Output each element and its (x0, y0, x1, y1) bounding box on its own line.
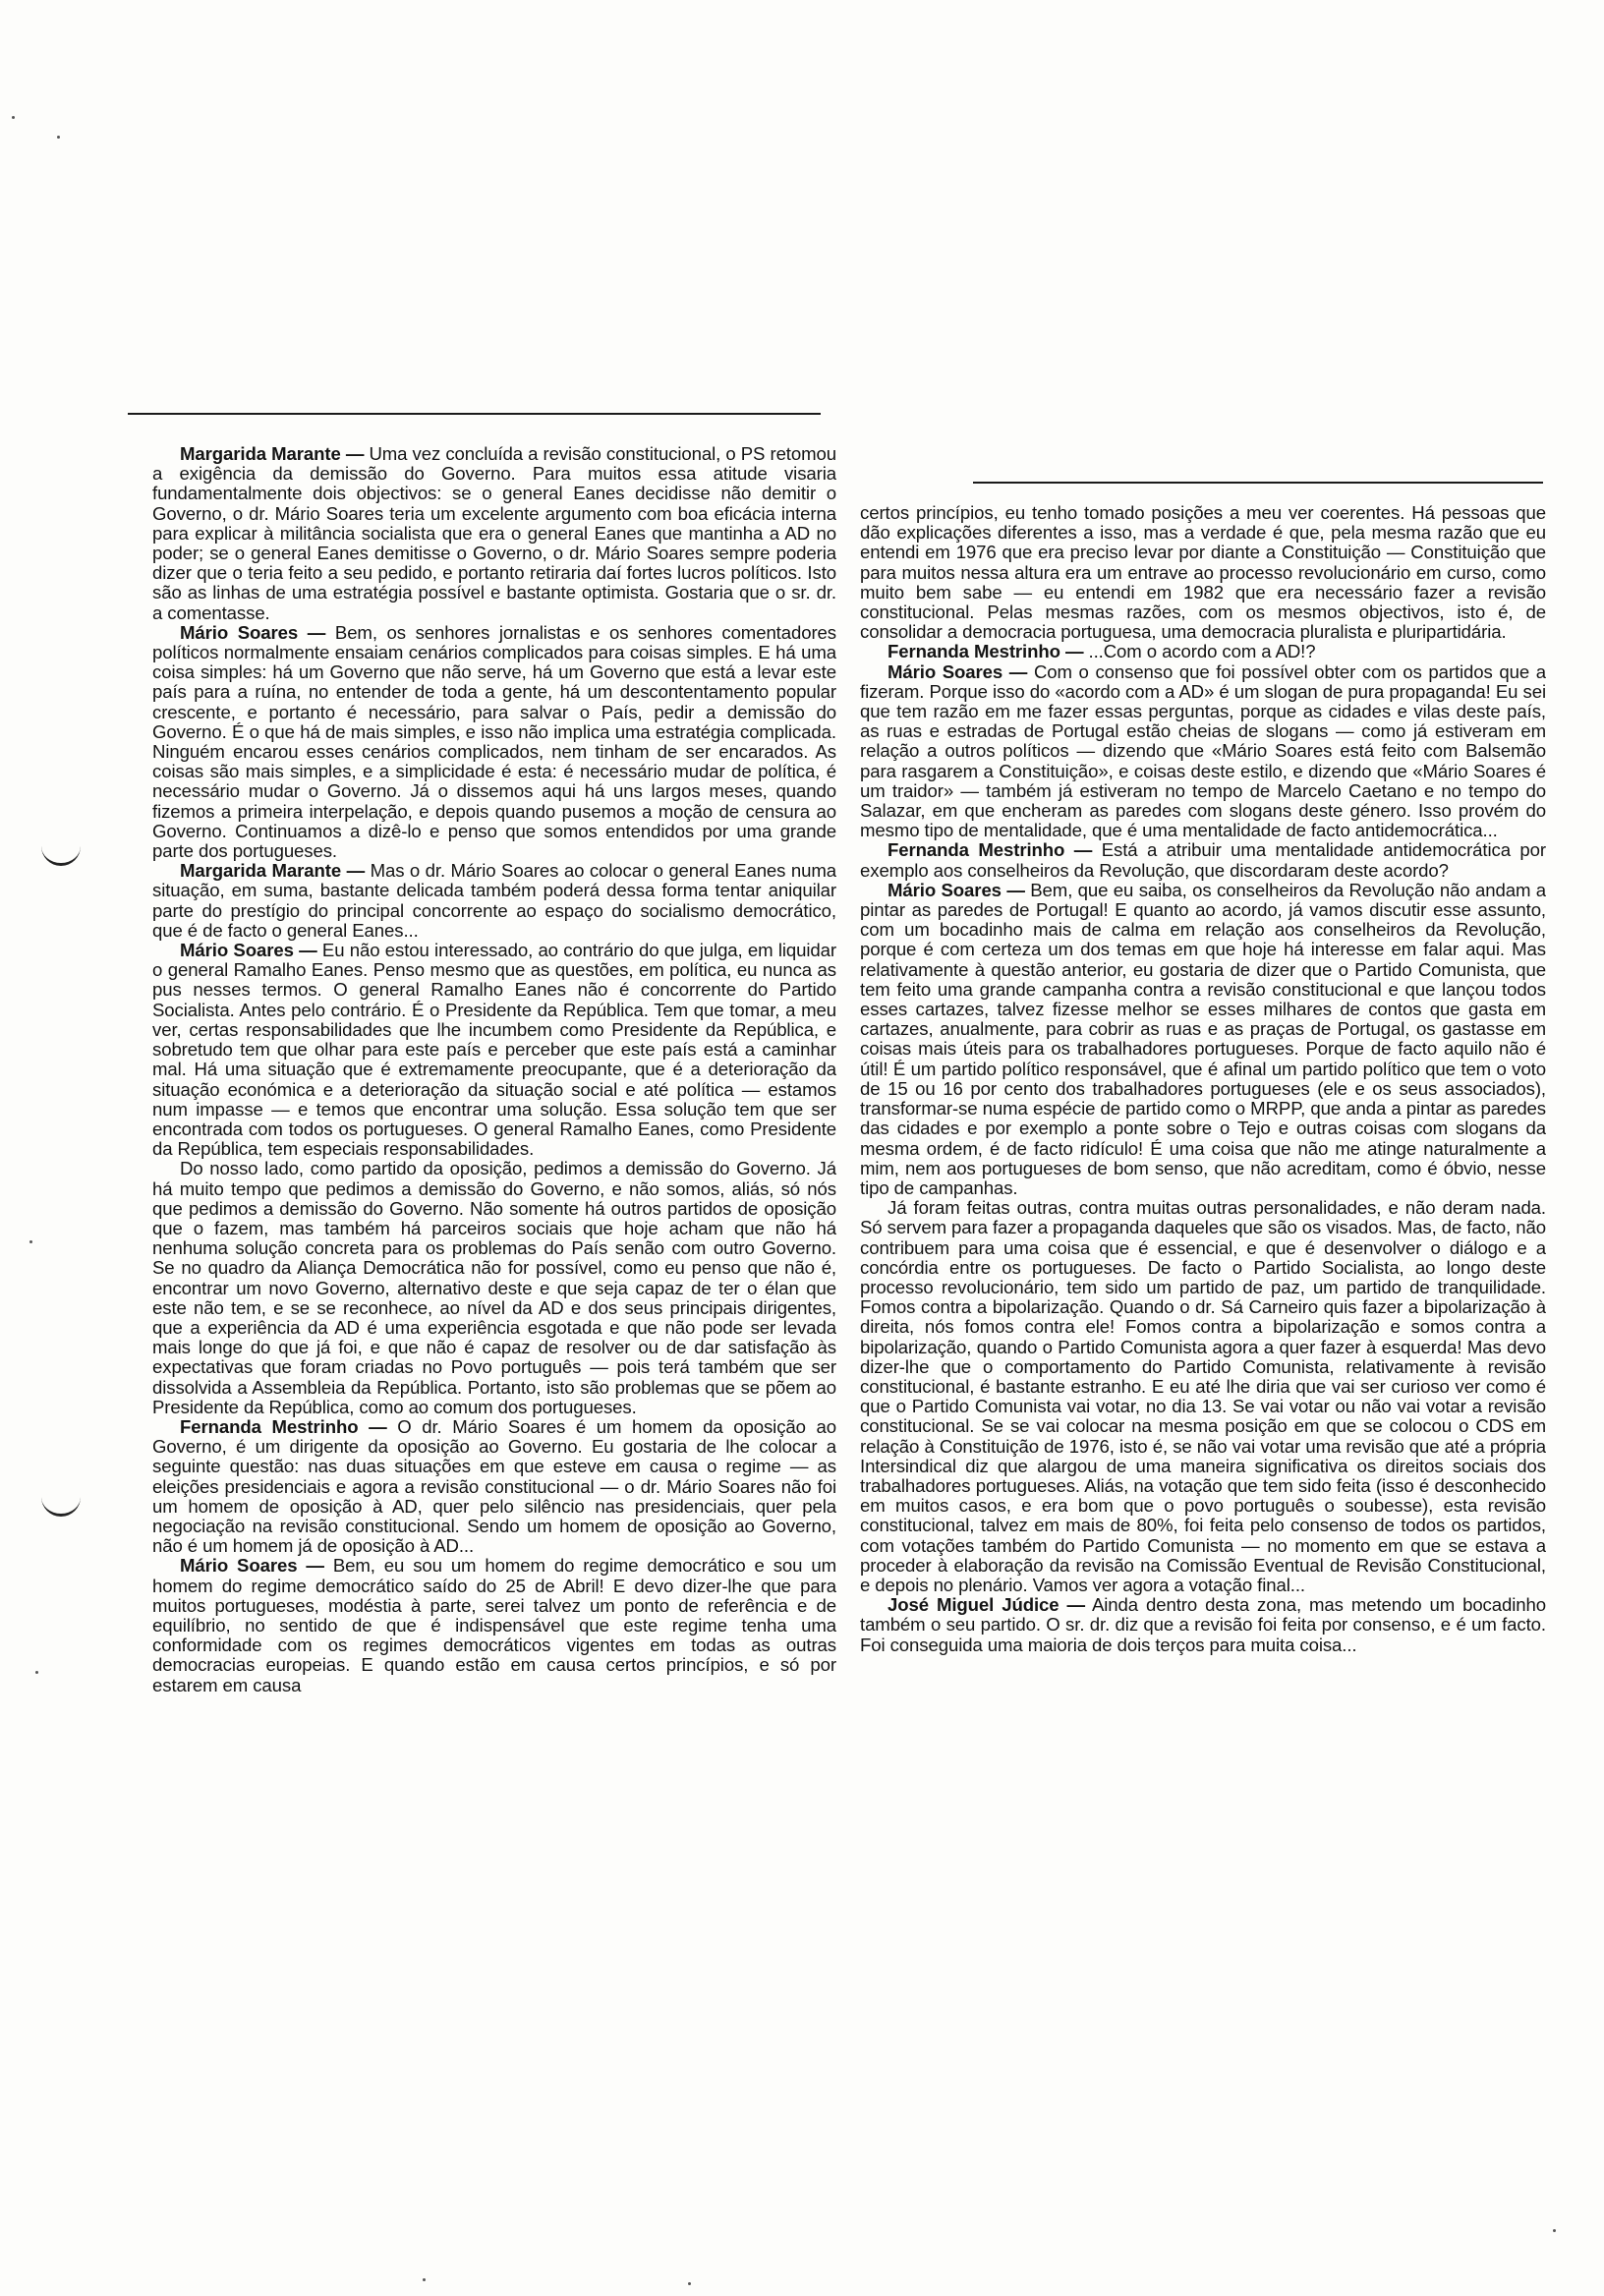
paragraph-text: Mas o dr. Mário Soares ao colocar o general Eanes numa situação, em suma, bastante delicada também poderá dessa forma tentar aniquilar parte do prestígio do principal concorrente ao espaço do socialismo democrático, que é de facto o general Eanes... (152, 860, 836, 941)
paragraph (860, 1198, 1546, 1595)
speaker-name: Mário Soares — (180, 940, 317, 961)
speaker-name: Mário Soares — (888, 660, 1028, 682)
paragraph (152, 1417, 836, 1556)
top-rule-left (128, 413, 821, 415)
paragraph-text: Está a atribuir uma mentalidade antidemocrática por exemplo aos conselheiros da Revolução, que discordaram deste acordo? (860, 839, 1546, 881)
speaker-name: Fernanda Mestrinho — (180, 1415, 387, 1437)
speaker-name: Mário Soares — (180, 1555, 324, 1577)
speaker-name: José Miguel Júdice — (888, 1594, 1085, 1616)
paragraph (860, 840, 1546, 880)
top-rule-right (973, 482, 1543, 484)
scan-speck (29, 1240, 32, 1243)
paragraph-text: Uma vez concluída a revisão constitucional, o PS retomou a exigência da demissão do Governo. Para muitos essa atitude visaria fundamentalmente dois objectivos: se o general Eanes decidisse não demitir o Governo, o dr. Mário Soares teria um excelente argumento com boa eficácia interna para explicar à militância socialista que era o general Eanes que mantinha a AD no poder; se o general Eanes demitisse o Governo, o dr. Mário Soares sempre poderia dizer que o teria feito a seu pedido, e portanto retiraria daí fortes lucros políticos. Isto são as linhas de uma estratégia possível e bastante optimista. Gostaria que o sr. dr. a comentasse. (152, 444, 836, 623)
scan-artifact-mark (41, 845, 81, 866)
paragraph (860, 662, 1546, 841)
paragraph-text: Bem, que eu saiba, os conselheiros da Revolução não andam a pintar as paredes de Portugal! E quanto ao acordo, já vamos discutir esse assunto, com um bocadinho mais de calma em relação aos conselheiros da Revolução, porque é com certeza um dos temas em que hoje há interesse em falar aqui. Mas relativamente à questão anterior, eu gostaria de dizer que o Partido Comunista, que tem feito uma grande campanha contra a revisão constitucional e que lançou todos esses cartazes, talvez fizesse melhor se esses milhares de contos que gasta em cartazes, anualmente, para cobrir as ruas e as praças de Portugal, os gastasse em coisas mais úteis para os trabalhadores portugueses. Porque de facto aquilo não é útil! É um partido político responsável, que é afinal um partido político que tem o voto de 15 ou 16 por cento dos trabalhadores portugueses (ele e os seus associados), transformar-se numa espécie de partido como o MRPP, que anda a pintar as paredes das cidades e por exemplo a ponte sobre o Tejo e outras coisas com slogans da mesma ordem, é de facto ridículo! É uma coisa que não me atinge naturalmente a mim, nem aos portugueses de bom senso, que não acreditam, como é óbvio, nesse tipo de campanhas. (860, 879, 1546, 1198)
paragraph (152, 861, 836, 941)
paragraph-text: O dr. Mário Soares é um homem da oposição ao Governo, é um dirigente da oposição ao Governo. Eu gostaria de lhe colocar a seguinte questão: nas duas situações em que esteve em causa o regime — as eleições presidenciais e agora a revisão constitucional — o dr. Mário Soares não foi um homem de oposição à AD, quer pelo silêncio nas presidenciais, quer pela negociação na revisão constitucional. Sendo um homem de oposição ao Governo, não é um homem já de oposição à AD... (152, 1415, 836, 1557)
speaker-name: Fernanda Mestrinho — (888, 839, 1093, 861)
paragraph (152, 1159, 836, 1417)
scan-speck (35, 1671, 38, 1674)
paragraph (152, 444, 836, 623)
paragraph (860, 642, 1546, 661)
paragraph-text: Do nosso lado, como partido da oposição, pedimos a demissão do Governo. Já há muito tempo que pedimos a demissão do Governo, e não somos, aliás, só nós que pedimos a demissão do Governo. Não somente há outros partidos de oposição que o fazem, mas também há parceiros sociais que hoje acham que não há nenhuma solução concreta para os problemas do País senão com outro Governo. Se no quadro da Aliança Democrática não for possível, como eu penso que não é, encontrar um novo Governo, alternativo deste e que seja capaz de ter o élan que este não tem, e se se reconhece, ao nível da AD e dos seus principais dirigentes, que a experiência da AD é uma experiência esgotada e que não pode ser levada mais longe do que já foi, e que não é capaz de resolver ou de dar satisfação às expectativas que foram criadas no Povo português — pois terá também que ser dissolvida a Assembleia da República. Portanto, isto são problemas que se põem ao Presidente da República, como ao comum dos portugueses. (152, 1158, 836, 1417)
paragraph-text: Já foram feitas outras, contra muitas outras personalidades, e não deram nada. Só servem para fazer a propaganda daqueles que são os visados. Mas, de facto, não contribuem para uma coisa que é essencial, e que é desenvolver o diálogo e a concórdia entre os portugueses. De facto o Partido Socialista, ao longo deste processo revolucionário, tem sido um partido de paz, um partido de tranquilidade. Fomos contra a bipolarização. Quando o dr. Sá Carneiro quis fazer a bipolarização à direita, nós fomos contra ele! Fomos contra a bipolarização e somos contra a bipolarização, quando o Partido Comunista agora a quer fazer à esquerda! Mas devo dizer-lhe que o comportamento do Partido Comunista, relativamente à revisão constitucional, é bastante estranho. E eu até lhe diria que vai ser curioso ver como é que o Partido Comunista vai votar, no dia 13. Se vai votar ou não vai votar a revisão constitucional. Se se vai colocar na mesma posição em que se colocou o CDS em relação à Constituição de 1976, isto é, se não vai votar uma revisão que até a própria Intersindical diz que alargou de uma maneira significativa os direitos sociais dos trabalhadores portugueses. Aliás, na votação que tem sido feita (isso é desconhecido em muitos casos, e era bom que o povo português o soubesse), esta revisão constitucional, talvez em mais de 80%, foi feita pelo consenso de todos os partidos, com votações também do Partido Comunista — no momento em que se estava a proceder à elaboração da revisão na Comissão Eventual de Revisão Constitucional, e depois no plenário. Vamos ver agora a votação final... (860, 1197, 1546, 1595)
right-column (860, 503, 1546, 2223)
paragraph (152, 623, 836, 861)
scan-speck (12, 116, 15, 119)
speaker-name: Fernanda Mestrinho — (888, 641, 1084, 662)
paragraph (152, 1556, 836, 1694)
speaker-name: Mário Soares — (180, 621, 326, 643)
scan-speck (57, 136, 60, 139)
paragraph-text: certos princípios, eu tenho tomado posições a meu ver coerentes. Há pessoas que dão explicações diferentes a isso, mas a verdade é que, pela mesma razão que eu entendi em 1976 que era preciso levar por diante a Constituição — Constituição que para muitos nessa altura era um entrave ao processo revolucionário em curso, como muito bem sabe — eu entendi em 1982 que era necessário fazer a revisão constitucional. Pelas mesmas razões, com os mesmos objectivos, isto é, de consolidar a democracia portuguesa, uma democracia pluralista e pluripartidária. (860, 503, 1546, 643)
paragraph-text: Bem, os senhores jornalistas e os senhores comentadores políticos normalmente ensaiam cenários complicados para coisas simples. E há uma coisa simples: há um Governo que não serve, há um Governo que está a levar este país para a ruína, no entender de toda a gente, há um descontentamento popular crescente, e portanto é necessário, para salvar o País, pedir a demissão do Governo. É o que há de mais simples, e isso não implica uma estratégia complicada. Ninguém encarou esses cenários complicados, nem tinham de ser encarados. As coisas são mais simples, e a simplicidade é esta: é necessário mudar de política, é necessário mudar o Governo. Já o dissemos aqui há uns largos meses, quando fizemos a primeira interpelação, e depois quando pusemos a moção de censura ao Governo. Continuamos a dizê-lo e penso que somos entendidos por uma grande parte dos portugueses. (152, 621, 836, 862)
paragraph-text: Bem, eu sou um homem do regime democrático e sou um homem do regime democrático saído do 25 de Abril! E devo dizer-lhe que para muitos portugueses, modéstia à parte, serei talvez um ponto de referência e de equilíbrio, no sentido de que é indispensável que este regime tenha uma conformidade com os regimes democráticos vigentes em todas as outras democracias europeias. E quando estão em causa certos princípios, e só por estarem em causa (152, 1555, 836, 1695)
scan-artifact-mark (41, 1496, 81, 1517)
scan-speck (688, 2282, 691, 2285)
speaker-name: Margarida Marante — (180, 444, 365, 464)
scan-speck (1553, 2229, 1556, 2232)
paragraph (860, 881, 1546, 1198)
paragraph-text: ...Com o acordo com a AD!? (1083, 641, 1316, 662)
paragraph (860, 1595, 1546, 1655)
speaker-name: Margarida Marante — (180, 860, 366, 882)
scan-speck (423, 2278, 426, 2281)
paragraph-text: Ainda dentro desta zona, mas metendo um bocadinho também o seu partido. O sr. dr. diz que a revisão foi feita por consenso, e é um facto. Foi conseguida uma maioria de dois terços para muita coisa... (860, 1594, 1546, 1655)
paragraph (860, 503, 1546, 642)
left-column (152, 444, 836, 2223)
speaker-name: Mário Soares — (888, 879, 1025, 900)
paragraph-text: Com o consenso que foi possível obter com os partidos que a fizeram. Porque isso do «acordo com a AD» é um slogan de pura propaganda! Eu sei que tem razão em me fazer essas perguntas, porque as cidades e vilas deste país, as ruas e estradas de Portugal estão cheias de slogans — como já estiveram em relação a outros políticos — dizendo que «Mário Soares está feito com Balsemão para rasgarem a Constituição», e coisas deste estilo, e dizendo que «Mário Soares é um traidor» — também já estiveram no tempo de Marcelo Caetano e no tempo do Salazar, em que encheram as paredes com slogans deste género. Isso provém do mesmo tipo de mentalidade, que é uma mentalidade de facto antidemocrática... (860, 660, 1546, 841)
paragraph-text: Eu não estou interessado, ao contrário do que julga, em liquidar o general Ramalho Eanes. Penso mesmo que as questões, em política, eu nunca as pus nesses termos. O general Ramalho Eanes não é concorrente do Partido Socialista. Antes pelo contrário. É o Presidente da República. Tem que tomar, a meu ver, certas responsabilidades que lhe incumbem como Presidente da República, e sobretudo tem que olhar para este país e perceber que este país está a caminhar mal. Há uma situação que é extremamente preocupante, que é a deterioração da situação económica e a deterioração da situação social e até política — estamos num impasse — e temos que encontrar uma solução. Essa solução tem que ser encontrada com todos os portugueses. O general Ramalho Eanes, como Presidente da República, tem especiais responsabilidades. (152, 940, 836, 1160)
paragraph (152, 941, 836, 1159)
